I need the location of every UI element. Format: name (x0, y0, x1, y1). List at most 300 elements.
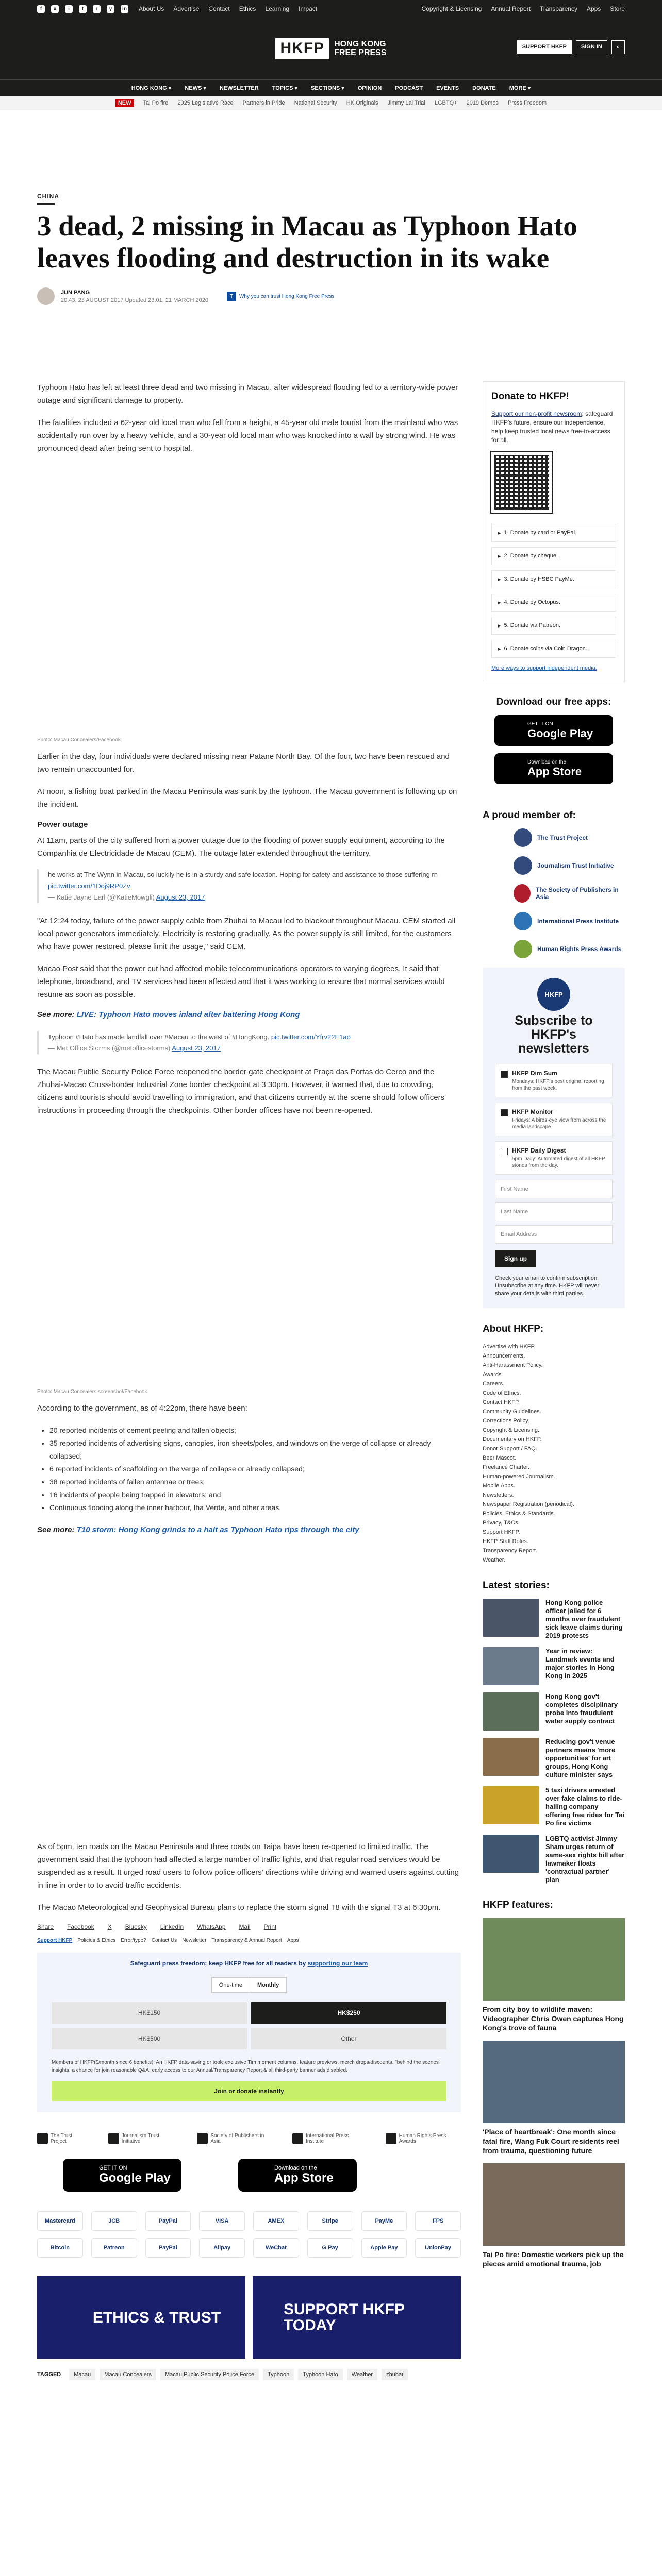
publish-dates: 20:43, 23 AUGUST 2017 Updated 23:01, 21 MARCH 2020 (61, 297, 208, 303)
story-thumb (483, 1738, 539, 1776)
support-banner[interactable]: SUPPORT HKFP TODAY (253, 2276, 461, 2359)
member-logo[interactable] (483, 856, 625, 875)
trending-item[interactable]: LGBTQ+ (434, 100, 457, 106)
donate-option-label: 5. Donate via Patreon. (504, 622, 560, 629)
top-link-annual-report[interactable]: Annual Report (491, 5, 531, 12)
support-hkfp-link[interactable]: Support HKFP (37, 1938, 73, 1943)
about-link[interactable]: Mobile Apps. (483, 1483, 515, 1489)
donate-option-label: 1. Donate by card or PayPal. (504, 530, 577, 536)
share-label[interactable]: Share (37, 1923, 54, 1930)
sidebar (483, 381, 625, 2277)
tweet-text: Typhoon #Hato has made landfall over #Macau to the west of #HongKong. (48, 1033, 270, 1041)
donate-headline-link[interactable]: supporting our team (307, 1960, 368, 1967)
main-nav (0, 79, 662, 96)
see-more (37, 1526, 461, 1534)
donate-text-body: : safeguard HKFP's future, ensure our independence, help keep trusted local news free-to-access for all. (491, 410, 613, 444)
about-link[interactable]: Privacy, T&Cs. (483, 1520, 520, 1526)
monthly-tab[interactable]: Monthly (250, 1978, 286, 1992)
badge-small: GET IT ON (527, 721, 553, 727)
member-label: Journalism Trust Initiative (537, 862, 614, 869)
top-bar (0, 0, 662, 18)
paragraph: Earlier in the day, four individuals were declared missing near Patane North Bay. Of the four, two have been rescued and two remain unaccounted for. (37, 752, 450, 774)
hrpa-logo[interactable] (386, 2133, 461, 2144)
about-link[interactable]: Code of Ethics. (483, 1390, 521, 1396)
logo-icon (108, 2133, 119, 2144)
story-title: Year in review: Landmark events and major stories in Hong Kong in 2025 (545, 1647, 615, 1680)
article-body (37, 381, 461, 2380)
list-item: • 16 incidents of people being trapped in elevators; and (49, 1488, 461, 1501)
newsletter-desc: Mondays: HKFP's best original reporting from the past week. (512, 1079, 604, 1091)
amount-option[interactable]: Other (251, 2028, 446, 2049)
payment-logo: AMEX (253, 2211, 299, 2231)
top-link-advertise[interactable]: Advertise (173, 5, 200, 12)
logo-label: Society of Publishers in Asia (210, 2133, 264, 2144)
about-link[interactable]: Newspaper Registration (periodical). (483, 1501, 574, 1507)
latest-section (483, 1580, 625, 1884)
nav-sections[interactable]: SECTIONS ▾ (311, 85, 344, 91)
feature-title: 'Place of heartbreak': One month since fatal fire, Wang Fuk Court residents reel from trauma, questioning future (483, 2128, 619, 2155)
newsletter-option[interactable] (495, 1064, 613, 1097)
qr-code (491, 452, 552, 513)
trust-project-icon: T (227, 292, 236, 301)
payment-logo: VISA (199, 2211, 245, 2231)
tweet-pic-link[interactable]: pic.twitter.com/1Doj9RP0Zv (48, 882, 130, 890)
about-section (483, 1324, 625, 1565)
story-thumb (483, 1786, 539, 1824)
member-logo[interactable] (483, 940, 625, 958)
story-title: Hong Kong police officer jailed for 6 months over fraudulent sick leave claims during 2019 protests (545, 1599, 623, 1639)
chevron-right-icon: ▸ (498, 553, 501, 560)
top-link-learning[interactable]: Learning (265, 5, 290, 12)
ipi-logo[interactable] (292, 2133, 365, 2144)
newsletter-name: HKFP Monitor (512, 1108, 553, 1115)
about-link[interactable]: Careers. (483, 1381, 505, 1387)
about-link[interactable]: Anti-Harassment Policy. (483, 1362, 543, 1368)
newsletter-box (483, 968, 625, 1308)
top-link-ethics[interactable]: Ethics (239, 5, 256, 12)
article-photo-blank (37, 1547, 461, 1835)
article-photo-blank (37, 464, 461, 732)
logo-mark: HKFP (275, 38, 329, 59)
partner-logos (37, 2133, 461, 2144)
payment-logo: Apple Pay (361, 2238, 407, 2258)
feature-card[interactable] (483, 2163, 625, 2268)
footer-link[interactable]: Error/typo? (121, 1938, 146, 1943)
frequency-toggle (211, 1977, 287, 1993)
trending-item[interactable]: National Security (294, 100, 337, 106)
search-icon[interactable]: ⌕ (611, 40, 625, 54)
nav-podcast[interactable]: PODCAST (395, 84, 423, 91)
about-link[interactable]: Beer Mascot. (483, 1455, 516, 1461)
newsletter-note: Check your email to confirm subscription. Unsubscribe at any time. HKFP will never share your details with third parties. (495, 1275, 600, 1297)
chevron-right-icon: ▸ (498, 646, 501, 652)
linkedin-icon[interactable]: in (121, 5, 128, 13)
story-thumb (483, 1835, 539, 1873)
tag[interactable]: zhuhai (382, 2369, 407, 2380)
trust-link-label: Why you can trust Hong Kong Free Press (239, 293, 335, 299)
story-thumb (483, 1599, 539, 1637)
payment-logo: Stripe (307, 2211, 353, 2231)
hkfp-logo[interactable] (275, 38, 386, 59)
top-link-about[interactable]: About Us (139, 5, 164, 12)
about-link[interactable]: Copyright & Licensing. (483, 1427, 540, 1433)
about-link[interactable]: Weather. (483, 1557, 505, 1563)
payment-logo: G Pay (307, 2238, 353, 2258)
tag[interactable]: Macau (69, 2369, 95, 2380)
paragraph: "At 12:24 today, failure of the power supply cable from Zhuhai to Macau led to blackout throughout Macau. CEM started all local power generators immediately. Electricity is restoring gradually. As the power supply is still limited, for the customers who have power restored, please limit the usage," said CEM. (37, 917, 456, 951)
chevron-right-icon: ▸ (498, 600, 501, 606)
badge-big: App Store (527, 765, 582, 778)
payment-logo: FPS (415, 2211, 461, 2231)
logo-icon (514, 828, 532, 847)
paragraph: The Macao Meteorological and Geophysical Bureau plans to replace the storm signal T8 with the signal T3 at 6:30pm. (37, 1903, 441, 1912)
logo-line-1: HONG KONG (334, 40, 386, 48)
donate-option[interactable] (491, 524, 616, 542)
list-item: • 35 reported incidents of advertising signs, canopies, iron sheets/poles, and windows on the verge of collapse or already collapsed; (49, 1437, 461, 1463)
about-link[interactable]: Community Guidelines. (483, 1409, 541, 1415)
trust-link[interactable] (227, 292, 335, 301)
trending-item[interactable]: HK Originals (346, 100, 378, 106)
trending-item[interactable]: 2025 Legislative Race (177, 100, 234, 106)
latest-title: Latest stories: (483, 1580, 550, 1591)
amount-option-selected[interactable]: HK$250 (251, 2002, 446, 2024)
latest-story[interactable] (483, 1786, 625, 1827)
support-links (37, 1938, 461, 1943)
see-more-label: See more: (37, 1526, 75, 1534)
donate-text-link[interactable]: Support our non-profit newsroom (491, 410, 582, 417)
x-icon[interactable]: x (51, 5, 59, 13)
see-more-link[interactable]: LIVE: Typhoon Hato moves inland after battering Hong Kong (76, 1010, 300, 1019)
logo-icon (386, 2133, 396, 2144)
newsletter-name: HKFP Daily Digest (512, 1147, 566, 1154)
donate-sidebar-box (483, 381, 625, 682)
social-icons (37, 5, 128, 13)
member-label: The Trust Project (537, 834, 588, 841)
article-photo-blank (37, 1126, 461, 1384)
newsletter-icon: HKFP (537, 978, 570, 1011)
logo-label: The Trust Project (50, 2133, 73, 2144)
paragraph: Macao Post said that the power cut had affected mobile telecommunications operators to varying degrees. It said that telephone, broadband, and TV services had been affected and that it was working to ensure that normal services would resume as soon as possible. (37, 964, 445, 999)
latest-story[interactable] (483, 1738, 625, 1779)
share-facebook[interactable]: Facebook (67, 1923, 94, 1930)
nav-newsletter[interactable]: NEWSLETTER (219, 84, 259, 91)
email-input[interactable]: Email Address (495, 1225, 613, 1244)
latest-story[interactable] (483, 1835, 625, 1884)
donate-option[interactable] (491, 640, 616, 658)
donate-option-label: 4. Donate by Octopus. (504, 599, 560, 605)
about-link[interactable]: Policies, Ethics & Standards. (483, 1511, 555, 1517)
newsletter-option[interactable] (495, 1141, 613, 1175)
donate-option[interactable] (491, 617, 616, 635)
member-logo[interactable] (483, 828, 625, 847)
checkbox-checked[interactable] (501, 1071, 508, 1078)
ethics-banner[interactable]: ETHICS & TRUST (37, 2276, 245, 2359)
share-mail[interactable]: Mail (239, 1923, 251, 1930)
badge-big: Google Play (99, 2171, 171, 2185)
logo-icon (514, 940, 532, 958)
rss-icon[interactable]: r (93, 5, 101, 13)
paragraph: At 11am, parts of the city suffered from a power outage due to the flooding of power supply equipment, according to the Companhia de Electricidade de Macau (CEM). The outage later extended throughout the territory. (37, 836, 445, 858)
instagram-icon[interactable]: i (65, 5, 73, 13)
signup-button[interactable]: Sign up (495, 1250, 536, 1267)
payment-logo: UnionPay (415, 2238, 461, 2258)
google-play-badge[interactable] (494, 715, 613, 746)
tag[interactable]: Typhoon (263, 2369, 294, 2380)
top-link-apps[interactable]: Apps (586, 5, 601, 12)
payment-logos (37, 2211, 461, 2258)
trust-project-logo[interactable] (37, 2133, 88, 2144)
photo-caption: Photo: Macau Concealers/Facebook. (37, 737, 122, 743)
member-label: Human Rights Press Awards (537, 945, 622, 953)
paragraph: Typhoon Hato has left at least three dead and two missing in Macau, after widespread flooding led to a territory-wide power outage and significant damage to property. (37, 383, 458, 405)
feature-card[interactable] (483, 1918, 625, 2032)
logo-icon (514, 912, 532, 930)
author-name[interactable]: JUN PANG (61, 289, 90, 296)
tweet-text: he works at The Wynn in Macau, so luckily he is in a sturdy and safe location. Hoping for safety and assistance to those suffering rn (48, 871, 438, 878)
about-link[interactable]: Documentary on HKFP. (483, 1436, 542, 1443)
member-logo[interactable] (483, 884, 625, 903)
about-link[interactable]: Support HKFP. (483, 1529, 520, 1535)
share-linkedin[interactable]: LinkedIn (160, 1923, 184, 1930)
badge-small: Download on the (527, 759, 567, 765)
about-link[interactable]: Contact HKFP. (483, 1399, 520, 1405)
trending-item[interactable]: Press Freedom (507, 100, 547, 106)
story-title: Reducing gov't venue partners means 'more opportunities' for art groups, Hong Kong culture minister says (545, 1738, 616, 1778)
section-heading: Power outage (37, 820, 88, 829)
feature-title: Tai Po fire: Domestic workers pick up the pieces amid emotional trauma, job (483, 2250, 624, 2268)
share-bluesky[interactable]: Bluesky (125, 1923, 147, 1930)
footer-link[interactable]: Policies & Ethics (77, 1938, 116, 1943)
tweet-author: — Met Office Storms (@metofficestorms) (48, 1044, 171, 1052)
byline (37, 287, 625, 305)
see-more-label: See more: (37, 1010, 75, 1019)
feature-image (483, 1918, 625, 2001)
share-x[interactable]: X (107, 1923, 112, 1930)
newsletter-title: Subscribe to HKFP's newsletters (515, 1013, 593, 1056)
story-thumb (483, 1692, 539, 1731)
latest-story[interactable] (483, 1692, 625, 1731)
payment-logo: Alipay (199, 2238, 245, 2258)
latest-story[interactable] (483, 1599, 625, 1640)
more-ways-link[interactable]: More ways to support independent media. (491, 665, 597, 671)
signin-button[interactable]: SIGN IN (576, 40, 607, 54)
badge-big: App Store (274, 2171, 334, 2185)
tag[interactable]: Macau Concealers (100, 2369, 156, 2380)
donate-text (491, 410, 616, 445)
story-thumb (483, 1647, 539, 1685)
feature-title: From city boy to wildlife maven: Videographer Chris Owen captures Hong Kong's trove of fauna (483, 2005, 624, 2032)
badge-big: Google Play (527, 726, 593, 740)
tweet-author: — Katie Jayne Earl (@KatieMowgli) (48, 893, 155, 901)
feature-image (483, 2041, 625, 2123)
share-whatsapp[interactable]: WhatsApp (197, 1923, 226, 1930)
story-title: Hong Kong gov't completes disciplinary probe into fraudulent water supply contract (545, 1692, 618, 1725)
logo-icon (514, 884, 531, 903)
about-title: About HKFP: (483, 1324, 544, 1334)
donate-title: Donate to HKFP! (491, 391, 569, 402)
donate-option-label: 6. Donate coins via Coin Dragon. (504, 646, 587, 652)
checkbox-checked[interactable] (501, 1109, 508, 1116)
member-logo[interactable] (483, 912, 625, 930)
see-more (37, 1010, 461, 1019)
google-play-badge[interactable] (63, 2159, 181, 2192)
story-title: LGBTQ activist Jimmy Sham urges return of same-sex rights bill after lawmaker floats 'contractual partner' plan (545, 1835, 625, 1884)
about-link[interactable]: Awards. (483, 1371, 503, 1378)
jti-logo[interactable] (108, 2133, 177, 2144)
checkbox-unchecked[interactable] (501, 1148, 508, 1155)
donate-option[interactable] (491, 570, 616, 588)
list-item: • 6 reported incidents of scaffolding on the verge of collapse or already collapsed; (49, 1463, 461, 1476)
share-bar (37, 1923, 461, 1930)
newsletter-option[interactable] (495, 1103, 613, 1136)
promo-banners (37, 2276, 461, 2359)
trending-item[interactable]: Jimmy Lai Trial (387, 100, 425, 106)
masthead (0, 18, 662, 79)
payment-logo: PayPal (145, 2211, 191, 2231)
nav-more[interactable]: MORE ▾ (509, 85, 531, 91)
nav-topics[interactable]: TOPICS ▾ (272, 85, 298, 91)
about-link[interactable]: Transparency Report. (483, 1548, 537, 1554)
photo-caption: Photo: Macau Concealers screenshot/Facebook. (37, 1389, 149, 1395)
tweet-date-link[interactable]: August 23, 2017 (156, 893, 205, 901)
chevron-right-icon: ▸ (498, 530, 501, 536)
member-benefits: Members of HKFP($/month since 6 benefits): An HKFP data-saving or toolc exclusive Tim moment columns. feature previews. merch drops/discounts. "behind the scenes" insights: a chance for join reasonable Q&A, early access to our Annual/Transparency Report & all third-party banner ads disabled. (52, 2060, 441, 2073)
features-title: HKFP features: (483, 1900, 553, 1910)
embedded-tweet (37, 869, 461, 903)
share-print[interactable]: Print (263, 1923, 277, 1930)
logo-icon (292, 2133, 303, 2144)
tag[interactable]: Weather (347, 2369, 377, 2380)
apps-section (483, 697, 625, 784)
threads-icon[interactable]: t (79, 5, 87, 13)
join-button[interactable]: Join or donate instantly (52, 2081, 446, 2101)
article-header (0, 193, 662, 305)
logo-line-2: FREE PRESS (334, 48, 387, 57)
newsletter-name: HKFP Dim Sum (512, 1070, 557, 1077)
article-category[interactable]: CHINA (37, 193, 59, 200)
paragraph: The fatalities included a 62-year old local man who fell from a height, a 45-year old male tourist from the mainland who was accidentally run over by a heavy vehicle, and a 30-year old local man who was knocked into a wall by strong wind. He was pronounced dead after being sent to hospital. (37, 418, 458, 453)
nav-opinion[interactable]: OPINION (357, 84, 382, 91)
about-link[interactable]: Corrections Policy. (483, 1418, 529, 1424)
about-link[interactable]: Newsletters. (483, 1492, 514, 1498)
footer-link[interactable]: Apps (287, 1938, 299, 1943)
top-link-impact[interactable]: Impact (299, 5, 318, 12)
member-label: International Press Institute (537, 918, 619, 925)
embedded-tweet (37, 1031, 461, 1054)
one-time-tab[interactable]: One-time (219, 1982, 243, 1988)
amount-option[interactable]: HK$150 (52, 2002, 247, 2024)
payment-logo: Patreon (91, 2238, 137, 2258)
trending-item[interactable]: Tai Po fire (143, 100, 169, 106)
donate-options (491, 524, 616, 658)
story-title: 5 taxi drivers arrested over fake claims to ride-hailing company offering free rides for Tai Po fire victims (545, 1786, 624, 1827)
about-link[interactable]: Freelance Charter. (483, 1464, 530, 1470)
support-button[interactable]: SUPPORT HKFP (517, 40, 572, 54)
about-link[interactable]: Announcements. (483, 1353, 525, 1359)
logo-name (334, 40, 386, 57)
member-section (483, 810, 625, 958)
about-link[interactable]: HKFP Staff Roles. (483, 1538, 528, 1545)
newsletter-desc: 5pm Daily: Automated digest of all HKFP stories from the day. (512, 1156, 605, 1168)
newsletter-desc: Fridays: A birds-eye view from across the media landscape. (512, 1117, 606, 1130)
donate-option[interactable] (491, 594, 616, 612)
nav-hong-kong[interactable]: HONG KONG ▾ (131, 85, 172, 91)
top-link-transparency[interactable]: Transparency (540, 5, 577, 12)
last-name-input[interactable]: Last Name (495, 1202, 613, 1221)
tag[interactable]: Macau Public Security Police Force (160, 2369, 259, 2380)
incident-list (49, 1424, 461, 1514)
author-avatar[interactable] (37, 287, 55, 305)
payment-logo: WeChat (253, 2238, 299, 2258)
list-item: • Continuous flooding along the inner harbour, Iha Verde, and other areas. (49, 1501, 461, 1514)
top-link-copyright[interactable]: Copyright & Licensing (421, 5, 482, 12)
logo-icon (197, 2133, 208, 2144)
tweet-date-link[interactable]: August 23, 2017 (172, 1044, 221, 1052)
sopa-logo[interactable] (197, 2133, 272, 2144)
nav-donate[interactable]: DONATE (472, 84, 496, 91)
logo-icon (514, 856, 532, 875)
feature-image (483, 2163, 625, 2246)
top-link-store[interactable]: Store (610, 5, 625, 12)
paragraph: As of 5pm, ten roads on the Macau Peninsula and three roads on Taipa have been re-opened to limited traffic. The government said that the typhoon had affected a large number of traffic lights, and that regular road services would be suspended as a result. It urged road users to follow police officers' directions while driving and warned users against cutting in line in order to to avoid traffic accidents. (37, 1842, 459, 1890)
donate-option-label: 2. Donate by cheque. (504, 553, 558, 559)
payment-logo: JCB (91, 2211, 137, 2231)
youtube-icon[interactable]: y (107, 5, 114, 13)
nav-events[interactable]: EVENTS (436, 84, 459, 91)
trending-item[interactable]: 2019 Demos (466, 100, 499, 106)
amount-grid (52, 2002, 446, 2049)
logo-label: International Press Institute (306, 2133, 349, 2144)
badge-small: GET IT ON (99, 2165, 127, 2171)
donate-option-label: 3. Donate by HSBC PayMe. (504, 576, 574, 582)
payment-logo: Bitcoin (37, 2238, 83, 2258)
donate-option[interactable] (491, 547, 616, 565)
see-more-link[interactable]: T10 storm: Hong Kong grinds to a halt as Typhoon Hato rips through the city (76, 1526, 359, 1534)
category-divider (37, 203, 55, 205)
app-store-badge[interactable] (238, 2159, 357, 2192)
footer-link[interactable]: Transparency & Annual Report (211, 1938, 282, 1943)
about-link[interactable]: Human-powered Journalism. (483, 1473, 555, 1480)
paragraph: According to the government, as of 4:22pm, there have been: (37, 1404, 247, 1413)
about-link[interactable]: Donor Support / FAQ. (483, 1446, 537, 1452)
paragraph: At noon, a fishing boat parked in the Macau Peninsula was sunk by the typhoon. The Macau government is following up on the incident. (37, 787, 457, 809)
donate-headline-text: Safeguard press freedom; keep HKFP free for all readers by (130, 1960, 306, 1967)
facebook-icon[interactable]: f (37, 5, 45, 13)
footer-link[interactable]: Contact Us (151, 1938, 177, 1943)
chevron-right-icon: ▸ (498, 623, 501, 629)
member-label: The Society of Publishers in Asia (535, 886, 619, 901)
about-link[interactable]: Advertise with HKFP. (483, 1344, 536, 1350)
donate-headline (52, 1960, 446, 1967)
amount-option[interactable]: HK$500 (52, 2028, 247, 2049)
new-badge: NEW (115, 99, 134, 107)
trending-bar (0, 96, 662, 110)
tag[interactable]: Typhoon Hato (298, 2369, 343, 2380)
trending-item[interactable]: Partners in Pride (242, 100, 285, 106)
logo-label: Journalism Trust Initiative (121, 2133, 160, 2144)
member-title: A proud member of: (483, 810, 576, 821)
app-store-badge[interactable] (494, 753, 613, 784)
nav-news[interactable]: NEWS ▾ (185, 85, 206, 91)
tweet-pic-link[interactable]: pic.twitter.com/Yfrv22E1ao (271, 1033, 351, 1041)
apps-title: Download our free apps: (496, 697, 611, 707)
logo-label: Human Rights Press Awards (399, 2133, 446, 2144)
footer-link[interactable]: Newsletter (182, 1938, 207, 1943)
latest-story[interactable] (483, 1647, 625, 1685)
first-name-input[interactable]: First Name (495, 1180, 613, 1198)
feature-card[interactable] (483, 2041, 625, 2155)
top-link-contact[interactable]: Contact (208, 5, 230, 12)
